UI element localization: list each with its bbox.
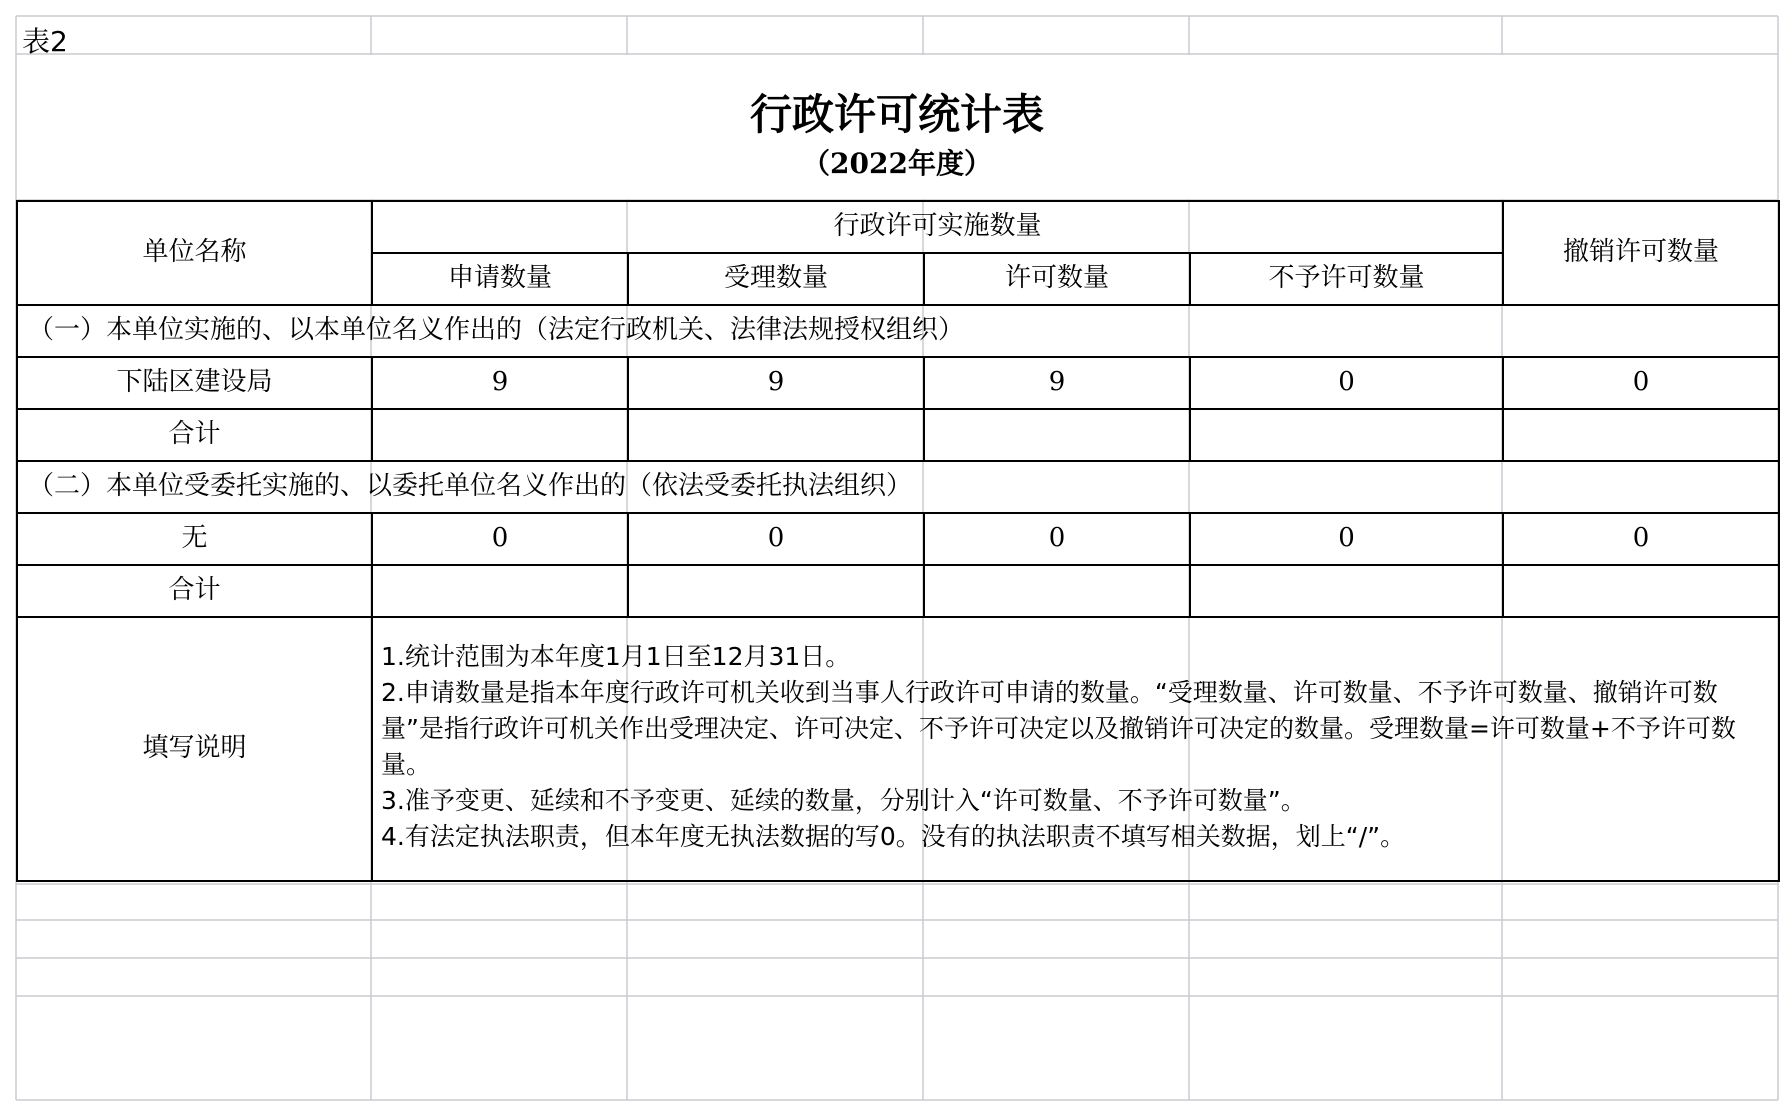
total-label: 合计	[17, 409, 372, 461]
page-title: 行政许可统计表	[749, 90, 1044, 139]
header-deny-count: 不予许可数量	[1190, 253, 1503, 305]
total-cell[interactable]	[924, 565, 1190, 617]
row-permit-value[interactable]: 0	[924, 513, 1190, 565]
notes-label: 填写说明	[17, 617, 372, 881]
note-item: 3.准予变更、延续和不予变更、延续的数量，分别计入“许可数量、不予许可数量”。	[381, 786, 1306, 815]
row-deny-value[interactable]: 0	[1190, 357, 1503, 409]
header-apply-count: 申请数量	[372, 253, 628, 305]
notes-content	[372, 617, 1779, 881]
total-label: 合计	[17, 565, 372, 617]
row-accept-value[interactable]: 0	[628, 513, 924, 565]
total-cell[interactable]	[1190, 409, 1503, 461]
page-subtitle: （2022年度）	[802, 147, 992, 180]
note-item: 2.申请数量是指本年度行政许可机关收到当事人行政许可申请的数量。“受理数量、许可数量、不予许可数量、撤销许可数量”是指行政许可机关作出受理决定、许可决定、不予许可决定以及撤销许可决定的数量。受理数量=许可数量+不予许可数量。	[381, 678, 1736, 779]
row-apply-value[interactable]: 9	[372, 357, 628, 409]
row-apply-value[interactable]: 0	[372, 513, 628, 565]
sheet-label: 表2	[22, 25, 68, 58]
row-revoke-value[interactable]: 0	[1503, 513, 1779, 565]
total-cell[interactable]	[372, 565, 628, 617]
row-revoke-value[interactable]: 0	[1503, 357, 1779, 409]
table-row	[17, 513, 1779, 565]
row-unit-name[interactable]: 无	[17, 513, 372, 565]
header-accept-count: 受理数量	[628, 253, 924, 305]
section-1-title: （一）本单位实施的、以本单位名义作出的（法定行政机关、法律法规授权组织）	[17, 305, 1779, 357]
row-deny-value[interactable]: 0	[1190, 513, 1503, 565]
total-cell[interactable]	[1190, 565, 1503, 617]
total-row	[17, 409, 1779, 461]
table-row	[17, 357, 1779, 409]
total-cell[interactable]	[372, 409, 628, 461]
row-unit-name[interactable]: 下陆区建设局	[17, 357, 372, 409]
total-row	[17, 565, 1779, 617]
header-unit-name: 单位名称	[17, 201, 372, 305]
header-permit-group: 行政许可实施数量	[372, 201, 1503, 253]
note-item: 4.有法定执法职责，但本年度无执法数据的写0。没有的执法职责不填写相关数据，划上“/”。	[381, 822, 1406, 851]
row-accept-value[interactable]: 9	[628, 357, 924, 409]
note-item: 1.统计范围为本年度1月1日至12月31日。	[381, 642, 851, 671]
permit-statistics-table	[16, 200, 1780, 882]
total-cell[interactable]	[1503, 409, 1779, 461]
header-revoke-count: 撤销许可数量	[1503, 201, 1779, 305]
total-cell[interactable]	[924, 409, 1190, 461]
row-permit-value[interactable]: 9	[924, 357, 1190, 409]
total-cell[interactable]	[1503, 565, 1779, 617]
header-permit-count: 许可数量	[924, 253, 1190, 305]
total-cell[interactable]	[628, 409, 924, 461]
section-2-title: （二）本单位受委托实施的、以委托单位名义作出的（依法受委托执法组织）	[17, 461, 1779, 513]
total-cell[interactable]	[628, 565, 924, 617]
